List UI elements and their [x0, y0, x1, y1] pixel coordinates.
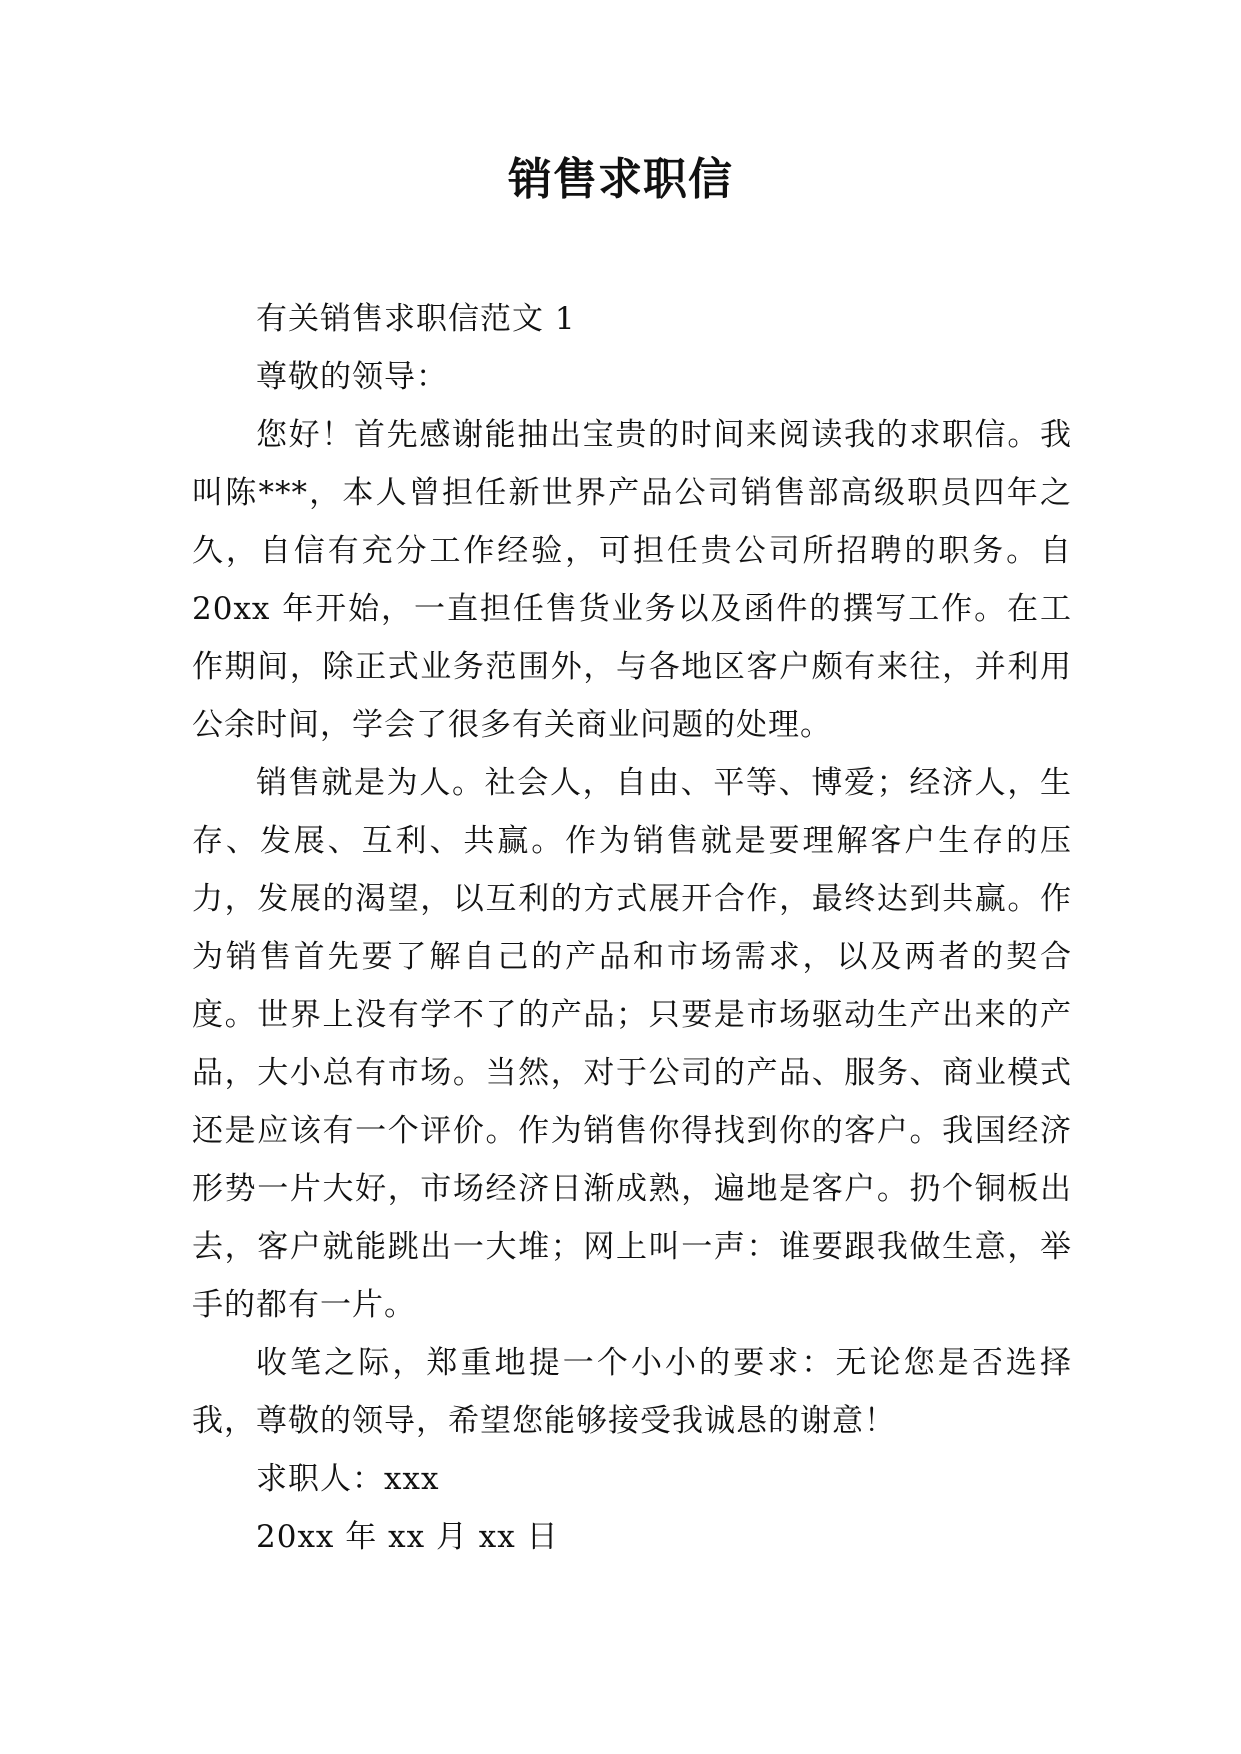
- document-title: 销售求职信: [508, 154, 733, 205]
- document-body: [192, 290, 1072, 1566]
- date-line: 20xx 年 xx 月 xx 日: [256, 1519, 559, 1555]
- body-paragraph-intro: 您好！首先感谢能抽出宝贵的时间来阅读我的求职信。我叫陈***，本人曾担任新世界产品公司销售部高级职员四年之久，自信有充分工作经验，可担任贵公司所招聘的职务。自 20xx 年开始，一直担任售货业务以及函件的撰写工作。在工作期间，除正式业务范围外，与各地区客户颇有来往，并利用公余时间，学会了很多有关商业问题的处理。: [192, 417, 1072, 743]
- body-paragraph-sales: 销售就是为人。社会人，自由、平等、博爱；经济人，生存、发展、互利、共赢。作为销售就是要理解客户生存的压力，发展的渴望，以互利的方式展开合作，最终达到共赢。作为销售首先要了解自己的产品和市场需求，以及两者的契合度。世界上没有学不了的产品；只要是市场驱动生产出来的产品，大小总有市场。当然，对于公司的产品、服务、商业模式还是应该有一个评价。作为销售你得找到你的客户。我国经济形势一片大好，市场经济日渐成熟，遍地是客户。扔个铜板出去，客户就能跳出一大堆；网上叫一声：谁要跟我做生意，举手的都有一片。: [192, 765, 1072, 1323]
- body-paragraph-closing: 收笔之际，郑重地提一个小小的要求：无论您是否选择我，尊敬的领导，希望您能够接受我诚恳的谢意！: [192, 1345, 1072, 1439]
- signature-line: 求职人：xxx: [256, 1461, 440, 1497]
- section-heading: 有关销售求职信范文 1: [256, 301, 576, 337]
- salutation: 尊敬的领导：: [256, 359, 448, 395]
